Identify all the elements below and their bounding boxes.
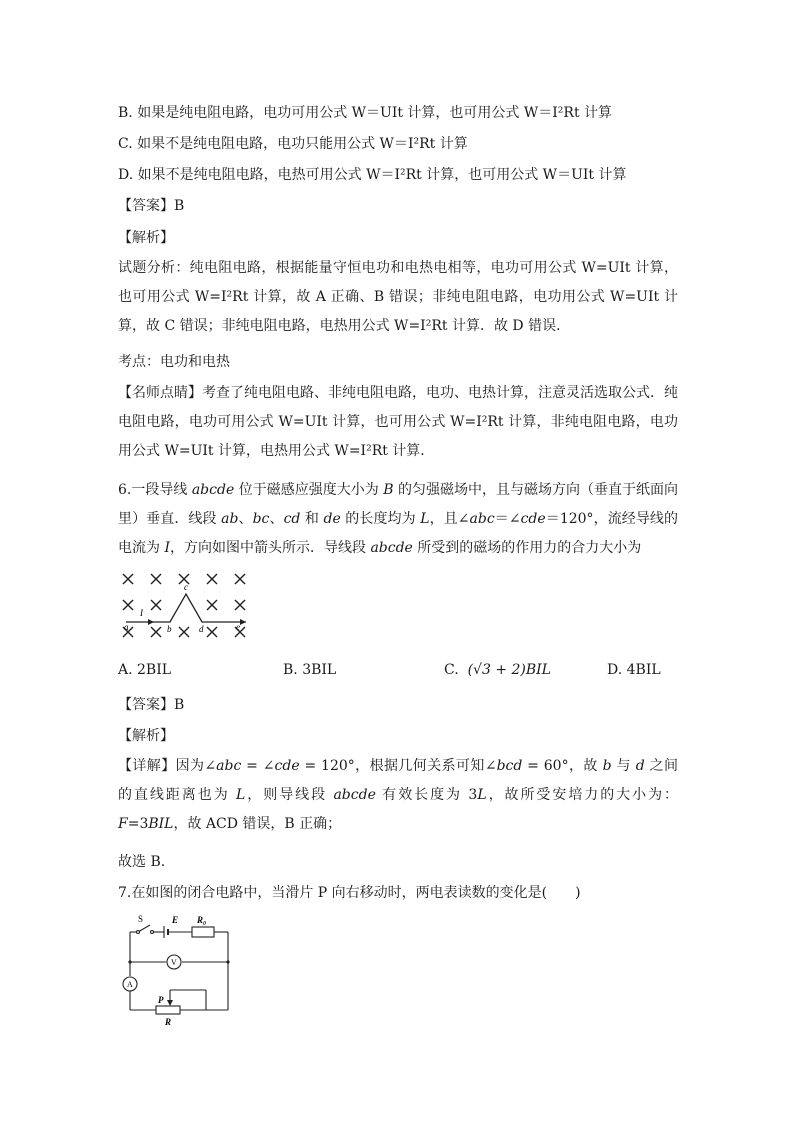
wire-abcde xyxy=(126,594,246,622)
kaodian: 考点：电功和电热 xyxy=(118,354,230,370)
label-e: E xyxy=(172,915,179,925)
arrow-right xyxy=(240,619,246,625)
q6-answer-tag: 【答案】B xyxy=(118,697,185,713)
label-v: V xyxy=(171,958,177,967)
q6-analysis-tag: 【解析】 xyxy=(118,728,174,744)
q7-stem: 7.在如图的闭合电路中，当滑片 P 向右移动时，两电表读数的变化是( ) xyxy=(118,885,581,901)
label-p: P xyxy=(158,995,164,1005)
magnetic-field-figure xyxy=(118,570,253,642)
q6-option-c: C. (√3 + 2)BIL xyxy=(444,662,551,678)
option-b-previous: B. 如果是纯电阻电路，电功可用公式 W＝UIt 计算，也可用公式 W＝I²Rt 计算 xyxy=(118,105,613,121)
switch-blade xyxy=(138,925,150,932)
slider-arrow xyxy=(167,1000,173,1006)
option-d-previous: D. 如果不是纯电阻电路，电热可用公式 W＝I²Rt 计算，也可用公式 W＝UIt 计算 xyxy=(118,167,627,183)
answer-tag: 【答案】B xyxy=(118,198,185,214)
option-c-previous: C. 如果不是纯电阻电路，电功只能用公式 W＝I²Rt 计算 xyxy=(118,136,468,152)
q6-option-d: D. 4BIL xyxy=(607,662,661,678)
teacher-tag: 【名师点睛】 xyxy=(118,385,202,401)
label-d: d xyxy=(199,624,204,634)
q6-stem: 6.一段导线 abcde 位于磁感应强度大小为 B 的匀强磁场中，且与磁场方向（垂直于纸面向里）垂直．线段 ab、bc、cd 和 de 的长度均为 L，且∠abc＝∠cde＝120°，流经导线的电流为 I，方向如图中箭头所示．导线段 abcde 所受到的磁场的作用力的合力大小为 xyxy=(118,482,679,556)
teacher-text: 考查了纯电阻电路、非纯电阻电路，电功、电热计算，注意灵活选取公式．纯电阻电路，电功可用公式 W=UIt 计算，也可用公式 W=I²Rt 计算，非纯电阻电路，电功用公式 W=UIt 计算，电热用公式 W=I²Rt 计算． xyxy=(118,385,678,459)
label-a: a xyxy=(124,622,129,632)
label-a: A xyxy=(127,980,133,989)
label-e: e xyxy=(236,622,240,632)
q6-option-b: B. 3BIL xyxy=(283,662,337,678)
teacher-note xyxy=(118,379,678,466)
label-b: b xyxy=(167,624,172,634)
arrow-left xyxy=(148,619,154,625)
q6-conclusion: 故选 B. xyxy=(118,854,166,870)
label-r0: R₀ xyxy=(197,915,207,925)
label-current: I xyxy=(140,608,143,618)
analysis-text: 试题分析：纯电阻电路，根据能量守恒电功和电热电相等，电功可用公式 W=UIt 计算，也可用公式 W=I²Rt 计算，故 A 正确、B 错误；非纯电阻电路，电功用公式 W=UIt 计算，故 C 错误；非纯电阻电路，电热用公式 W=I²Rt 计算．故 D 错误． xyxy=(118,260,678,334)
q6-option-a: A. 2BIL xyxy=(118,662,172,678)
label-c: c xyxy=(184,582,188,592)
label-s: S xyxy=(138,914,144,924)
rheostat-r xyxy=(156,1006,180,1014)
circuit-figure xyxy=(118,912,243,1030)
q6-detail: 【详解】因为∠abc = ∠cde = 120°，根据几何关系可知∠bcd = 60°，故 b 与 d 之间的直线距离也为 L，则导线段 abcde 有效长度为 3L，故所受安培力的大小为：F=3BIL，故 ACD 错误，B 正确； xyxy=(118,758,679,832)
resistor-r0 xyxy=(192,927,214,937)
analysis-tag: 【解析】 xyxy=(118,230,174,246)
label-r: R xyxy=(165,1017,172,1027)
